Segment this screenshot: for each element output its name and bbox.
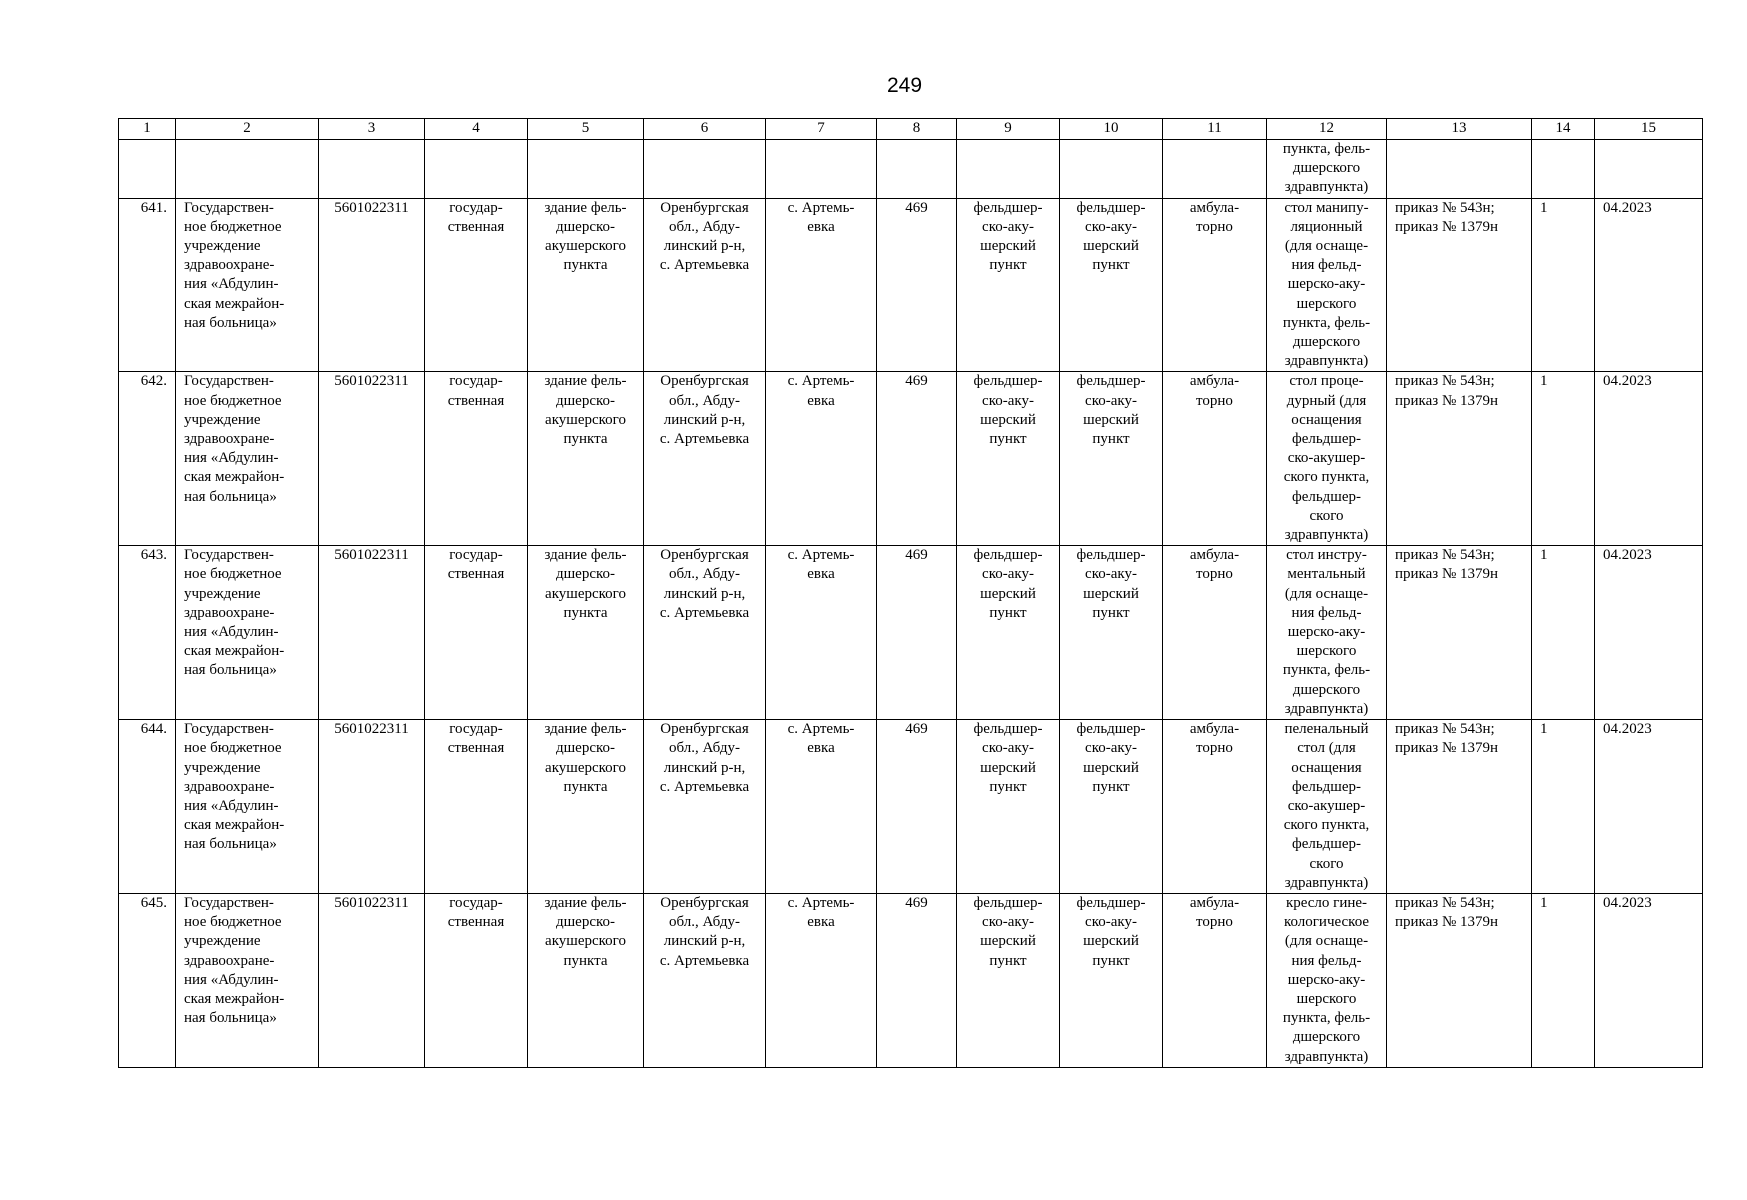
order-cell: приказ № 543н; приказ № 1379н: [1387, 546, 1532, 720]
column-header: 9: [957, 119, 1060, 140]
quantity-cell: 1: [1532, 893, 1595, 1067]
order-cell: приказ № 543н; приказ № 1379н: [1387, 198, 1532, 372]
column-header: 15: [1595, 119, 1703, 140]
population-cell: 469: [877, 198, 957, 372]
row-number-cell: 643.: [119, 546, 176, 720]
unit-type-cell: фельдшер- ско-аку- шерский пункт: [957, 198, 1060, 372]
table-cell: [1595, 140, 1703, 199]
unit-cell: фельдшер- ско-аку- шерский пункт: [1060, 546, 1163, 720]
column-header: 1: [119, 119, 176, 140]
table-cell: [176, 140, 319, 199]
unit-type-cell: фельдшер- ско-аку- шерский пункт: [957, 372, 1060, 546]
unit-type-cell: фельдшер- ско-аку- шерский пункт: [957, 893, 1060, 1067]
table-cell: [1387, 140, 1532, 199]
quantity-cell: 1: [1532, 720, 1595, 894]
inn-cell: 5601022311: [319, 720, 425, 894]
table-cell: [1163, 140, 1267, 199]
equipment-cell: стол проце- дурный (для оснащения фельдшер- ско-акушер- ского пункта, фельдшер- ского здравпункта): [1267, 372, 1387, 546]
building-cell: здание фель- дшерско- акушерского пункта: [528, 546, 644, 720]
ownership-cell: государ- ственная: [425, 198, 528, 372]
row-number-cell: 642.: [119, 372, 176, 546]
table-row: [119, 893, 1703, 1067]
table-cell: [766, 140, 877, 199]
settlement-cell: с. Артемь- евка: [766, 893, 877, 1067]
table-body: [119, 140, 1703, 1068]
order-cell: приказ № 543н; приказ № 1379н: [1387, 893, 1532, 1067]
inn-cell: 5601022311: [319, 198, 425, 372]
equipment-cell: пункта, фель- дшерского здравпункта): [1267, 140, 1387, 199]
table-cell: [877, 140, 957, 199]
unit-cell: фельдшер- ско-аку- шерский пункт: [1060, 372, 1163, 546]
date-cell: 04.2023: [1595, 720, 1703, 894]
care-conditions-cell: амбула- торно: [1163, 720, 1267, 894]
inn-cell: 5601022311: [319, 372, 425, 546]
table-header: [119, 119, 1703, 140]
address-cell: Оренбургская обл., Абду- линский р-н, с. Артемьевка: [644, 893, 766, 1067]
column-header: 4: [425, 119, 528, 140]
date-cell: 04.2023: [1595, 372, 1703, 546]
column-header: 7: [766, 119, 877, 140]
table-cell: [1060, 140, 1163, 199]
table-cell: [528, 140, 644, 199]
ownership-cell: государ- ственная: [425, 720, 528, 894]
date-cell: 04.2023: [1595, 198, 1703, 372]
order-cell: приказ № 543н; приказ № 1379н: [1387, 720, 1532, 894]
table-cell: [957, 140, 1060, 199]
table-row: [119, 546, 1703, 720]
page-number: 249: [886, 74, 923, 97]
column-header: 2: [176, 119, 319, 140]
ownership-cell: государ- ственная: [425, 546, 528, 720]
address-cell: Оренбургская обл., Абду- линский р-н, с. Артемьевка: [644, 720, 766, 894]
column-header: 6: [644, 119, 766, 140]
settlement-cell: с. Артемь- евка: [766, 720, 877, 894]
continuation-row: [119, 140, 1703, 199]
quantity-cell: 1: [1532, 198, 1595, 372]
building-cell: здание фель- дшерско- акушерского пункта: [528, 198, 644, 372]
equipment-cell: стол инстру- ментальный (для оснаще- ния фельд- шерско-аку- шерского пункта, фель- дшерского здравпункта): [1267, 546, 1387, 720]
equipment-table: [118, 118, 1703, 1068]
column-header: 3: [319, 119, 425, 140]
unit-type-cell: фельдшер- ско-аку- шерский пункт: [957, 546, 1060, 720]
care-conditions-cell: амбула- торно: [1163, 198, 1267, 372]
column-header: 13: [1387, 119, 1532, 140]
equipment-cell: стол манипу- ляционный (для оснаще- ния фельд- шерско-аку- шерского пункта, фель- дшерского здравпункта): [1267, 198, 1387, 372]
care-conditions-cell: амбула- торно: [1163, 546, 1267, 720]
column-header: 12: [1267, 119, 1387, 140]
organization-cell: Государствен- ное бюджетное учреждение здравоохране- ния «Абдулин- ская межрайон- ная больница»: [176, 546, 319, 720]
population-cell: 469: [877, 893, 957, 1067]
settlement-cell: с. Артемь- евка: [766, 198, 877, 372]
settlement-cell: с. Артемь- евка: [766, 546, 877, 720]
column-header: 14: [1532, 119, 1595, 140]
quantity-cell: 1: [1532, 372, 1595, 546]
address-cell: Оренбургская обл., Абду- линский р-н, с. Артемьевка: [644, 372, 766, 546]
quantity-cell: 1: [1532, 546, 1595, 720]
population-cell: 469: [877, 720, 957, 894]
column-header: 10: [1060, 119, 1163, 140]
settlement-cell: с. Артемь- евка: [766, 372, 877, 546]
table-cell: [425, 140, 528, 199]
inn-cell: 5601022311: [319, 893, 425, 1067]
equipment-cell: кресло гине- кологическое (для оснаще- ния фельд- шерско-аку- шерского пункта, фель- дшерского здравпункта): [1267, 893, 1387, 1067]
organization-cell: Государствен- ное бюджетное учреждение здравоохране- ния «Абдулин- ская межрайон- ная больница»: [176, 720, 319, 894]
table-cell: [644, 140, 766, 199]
address-cell: Оренбургская обл., Абду- линский р-н, с. Артемьевка: [644, 198, 766, 372]
header-row: [119, 119, 1703, 140]
row-number-cell: 641.: [119, 198, 176, 372]
table-row: [119, 372, 1703, 546]
population-cell: 469: [877, 372, 957, 546]
table-row: [119, 198, 1703, 372]
row-number-cell: 645.: [119, 893, 176, 1067]
building-cell: здание фель- дшерско- акушерского пункта: [528, 720, 644, 894]
table-cell: [1532, 140, 1595, 199]
organization-cell: Государствен- ное бюджетное учреждение здравоохране- ния «Абдулин- ская межрайон- ная больница»: [176, 198, 319, 372]
unit-cell: фельдшер- ско-аку- шерский пункт: [1060, 198, 1163, 372]
care-conditions-cell: амбула- торно: [1163, 372, 1267, 546]
organization-cell: Государствен- ное бюджетное учреждение здравоохране- ния «Абдулин- ская межрайон- ная больница»: [176, 372, 319, 546]
inn-cell: 5601022311: [319, 546, 425, 720]
ownership-cell: государ- ственная: [425, 893, 528, 1067]
unit-cell: фельдшер- ско-аку- шерский пункт: [1060, 720, 1163, 894]
date-cell: 04.2023: [1595, 893, 1703, 1067]
unit-type-cell: фельдшер- ско-аку- шерский пункт: [957, 720, 1060, 894]
column-header: 8: [877, 119, 957, 140]
care-conditions-cell: амбула- торно: [1163, 893, 1267, 1067]
population-cell: 469: [877, 546, 957, 720]
ownership-cell: государ- ственная: [425, 372, 528, 546]
table-cell: [119, 140, 176, 199]
unit-cell: фельдшер- ско-аку- шерский пункт: [1060, 893, 1163, 1067]
address-cell: Оренбургская обл., Абду- линский р-н, с. Артемьевка: [644, 546, 766, 720]
table-row: [119, 720, 1703, 894]
building-cell: здание фель- дшерско- акушерского пункта: [528, 372, 644, 546]
organization-cell: Государствен- ное бюджетное учреждение здравоохране- ния «Абдулин- ская межрайон- ная больница»: [176, 893, 319, 1067]
equipment-cell: пеленальный стол (для оснащения фельдшер- ско-акушер- ского пункта, фельдшер- ского здравпункта): [1267, 720, 1387, 894]
column-header: 5: [528, 119, 644, 140]
building-cell: здание фель- дшерско- акушерского пункта: [528, 893, 644, 1067]
table-cell: [319, 140, 425, 199]
row-number-cell: 644.: [119, 720, 176, 894]
date-cell: 04.2023: [1595, 546, 1703, 720]
order-cell: приказ № 543н; приказ № 1379н: [1387, 372, 1532, 546]
column-header: 11: [1163, 119, 1267, 140]
